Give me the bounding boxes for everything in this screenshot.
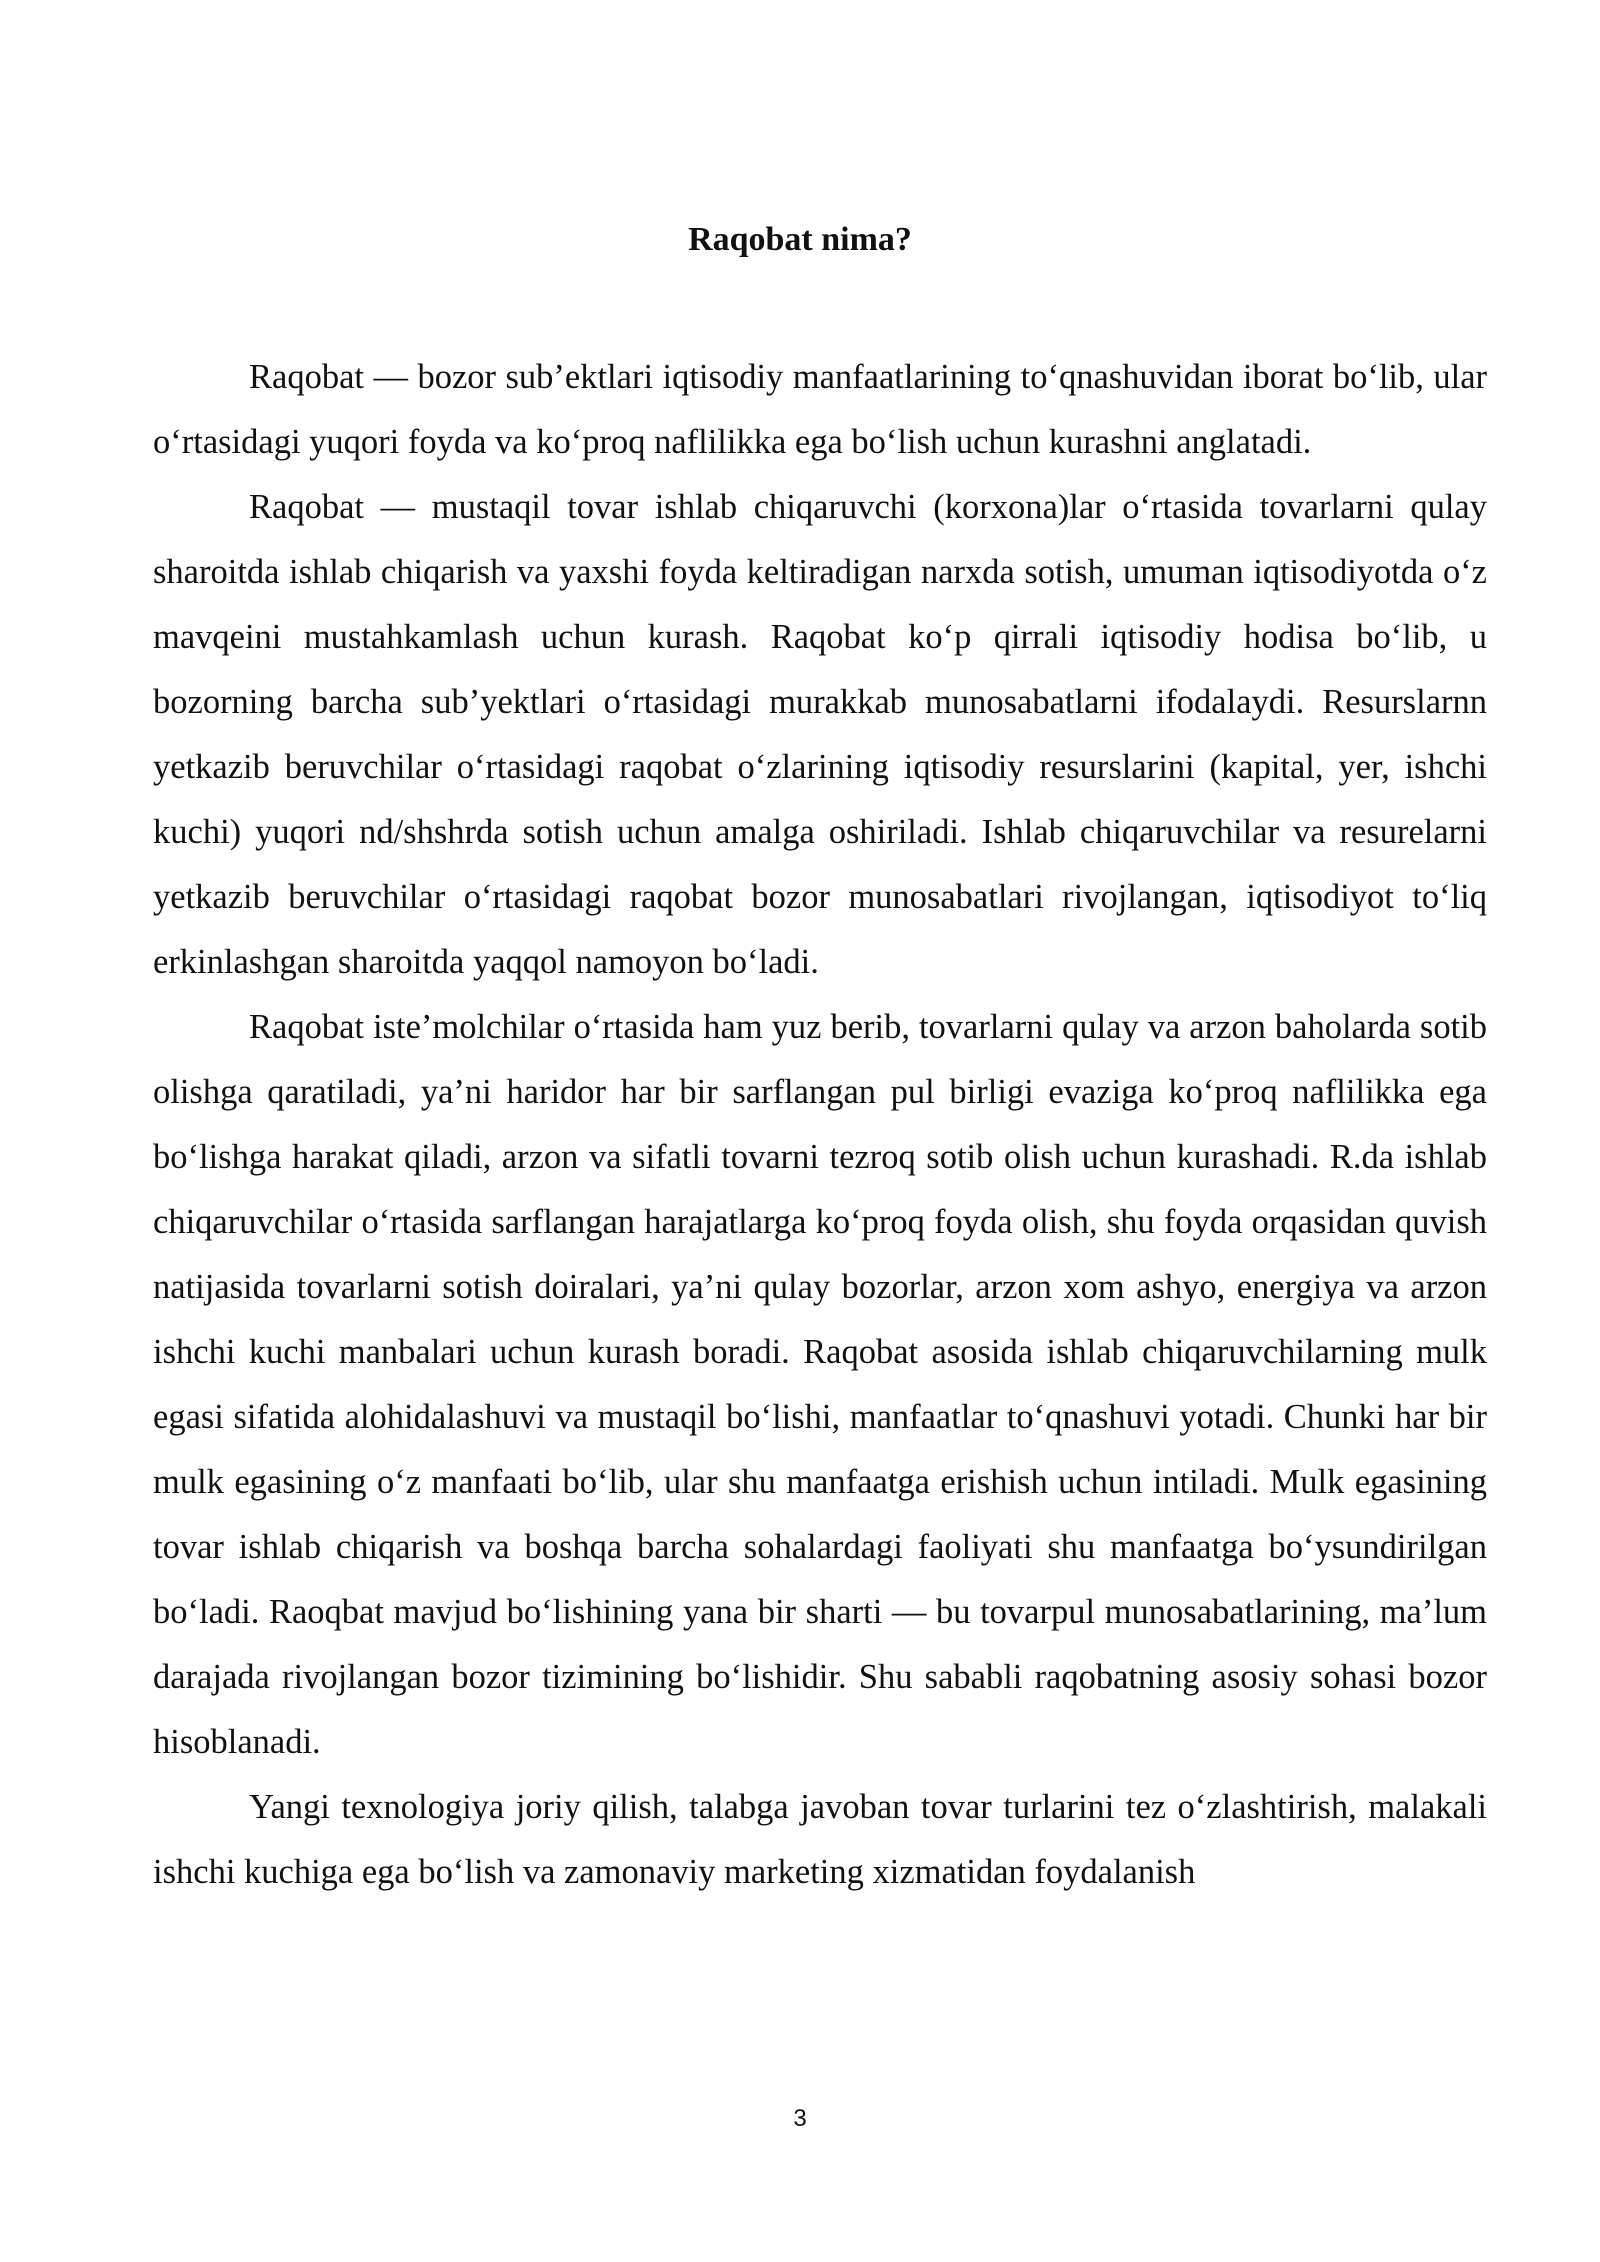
paragraph-1: Raqobat — bozor sub’ektlari iqtisodiy manfaatlarining to‘qnashuvidan iborat bo‘lib, ular o‘rtasidagi yuqori foyda va ko‘proq naflilikka ega bo‘lish uchun kurashni anglatadi.: [153, 358, 1487, 461]
paragraph-2: Raqobat — mustaqil tovar ishlab chiqaruvchi (korxona)lar o‘rtasida tovarlarni qulay sharoitda ishlab chiqarish va yaxshi foyda keltiradigan narxda sotish, umuman iqtisodiyotda o‘z mavqeini mustahkamlash uchun kurash. Raqobat ko‘p qirrali iqtisodiy hodisa bo‘lib, u bozorning barcha sub’yektlari o‘rtasidagi murakkab munosabatlarni ifodalaydi. Resurslarnn yetkazib beruvchilar o‘rtasidagi raqobat o‘zlarining iqtisodiy resurslarini (kapital, yer, ishchi kuchi) yuqori nd/shshrda sotish uchun amalga oshiriladi. Ishlab chiqaruvchilar va resurelarni yetkazib beruvchilar o‘rtasidagi raqobat bozor munosabatlari rivojlangan, iqtisodiyot to‘liq erkinlashgan sharoitda yaqqol namoyon bo‘ladi.: [153, 488, 1487, 981]
body-text: [153, 345, 1487, 1905]
page-number: 3: [793, 2105, 807, 2132]
paragraph-4: Yangi texnologiya joriy qilish, talabga javoban tovar turlarini tez o‘zlashtirish, malakali ishchi kuchiga ega bo‘lish va zamonaviy marketing xizmatidan foydalanish: [153, 1788, 1487, 1891]
page-title: Raqobat nima?: [688, 221, 912, 258]
paragraph-3: Raqobat iste’molchilar o‘rtasida ham yuz berib, tovarlarni qulay va arzon baholarda sotib olishga qaratiladi, ya’ni haridor har bir sarflangan pul birligi evaziga ko‘proq naflilikka ega bo‘lishga harakat qiladi, arzon va sifatli tovarni tezroq sotib olish uchun kurashadi. R.da ishlab chiqaruvchilar o‘rtasida sarflangan harajatlarga ko‘proq foyda olish, shu foyda orqasidan quvish natijasida tovarlarni sotish doiralari, ya’ni qulay bozorlar, arzon xom ashyo, energiya va arzon ishchi kuchi manbalari uchun kurash boradi. Raqobat asosida ishlab chiqaruvchilarning mulk egasi sifatida alohidalashuvi va mustaqil bo‘lishi, manfaatlar to‘qnashuvi yotadi. Chunki har bir mulk egasining o‘z manfaati bo‘lib, ular shu manfaatga erishish uchun intiladi. Mulk egasining tovar ishlab chiqarish va boshqa barcha sohalardagi faoliyati shu manfaatga bo‘ysundirilgan bo‘ladi. Raoqbat mavjud bo‘lishining yana bir sharti — bu tovarpul munosabatlarining, ma’lum darajada rivojlangan bozor tizimining bo‘lishidir. Shu sababli raqobatning asosiy sohasi bozor hisoblanadi.: [153, 1008, 1487, 1761]
